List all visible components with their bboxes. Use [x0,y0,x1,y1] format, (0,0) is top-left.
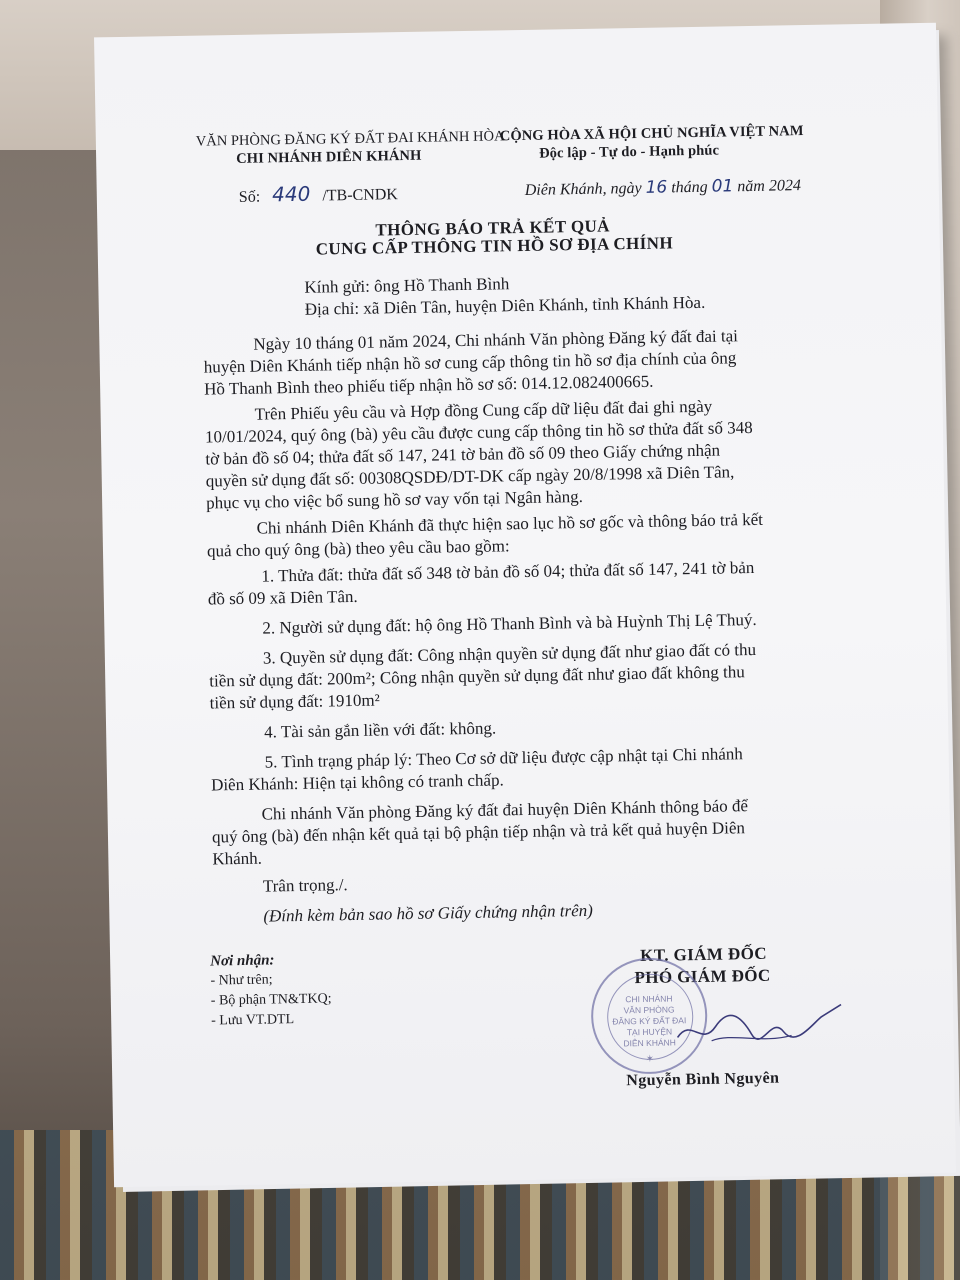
list-item-1: 1. Thửa đất: thửa đất số 348 tờ bản đồ số 04; thửa đất số 147, 241 tờ bản [261,557,755,586]
handwritten-number: 440 [271,181,311,207]
handwritten-month: 01 [711,176,734,197]
paragraph-2-line: quyền sử dụng đất số: 00308QSDĐ/DT-DK cấp ngày 20/8/1998 xã Diên Tân, [205,462,735,491]
paragraph-2-line: 10/01/2024, quý ông (bà) yêu cầu được cung cấp thông tin hồ sơ thửa đất số 348 [204,418,753,447]
nation-title: CỘNG HÒA XÃ HỘI CHỦ NGHĨA VIỆT NAM [499,123,804,145]
agency-name: VĂN PHÒNG ĐĂNG KÝ ĐẤT ĐAI KHÁNH HÒA [195,128,505,150]
reference-number: Số: 440 /TB-CNDK [238,181,399,207]
signature-scribble [671,994,852,1057]
closing-text: Trân trọng./. [262,875,348,896]
paragraph-1-line: Hồ Thanh Bình theo phiếu tiếp nhận hồ sơ số: 014.12.082400665. [204,371,654,399]
document-page [94,23,956,1188]
place-date: Diên Khánh, ngày 16 tháng 01 năm 2024 [524,176,802,199]
recipient-item: - Bộ phận TN&TKQ; [210,991,332,1009]
list-item-3: 3. Quyền sử dụng đất: Công nhận quyền sử dụng đất như giao đất có thu [262,639,757,668]
list-item-3-cont: tiền sử dụng đất: 200m²; Công nhận quyền sử dụng đất như giao đất không thu [209,662,745,691]
paragraph-2-line: phục vụ cho việc bổ sung hồ sơ vay vốn tại Ngân hàng. [206,486,584,513]
notice-subtitle: CUNG CẤP THÔNG TIN HỒ SƠ ĐỊA CHÍNH [315,233,674,259]
list-item-4: 4. Tài sản gắn liền với đất: không. [264,718,497,742]
attachment-note: (Đính kèm bản sao hồ sơ Giấy chứng nhận trên) [263,900,594,926]
recipient-item: - Lưu VT.DTL [211,1012,295,1029]
recipients-label: Nơi nhận: [210,952,275,970]
paragraph-4-line: Chi nhánh Văn phòng Đăng ký đất đai huyện Diên Khánh thông báo để [261,796,749,824]
paragraph-3-line: quả cho quý ông (bà) theo yêu cầu bao gồm: [206,536,510,561]
paragraph-2-line: Trên Phiếu yêu cầu và Hợp đồng Cung cấp dữ liệu đất đai ghi ngày [254,396,713,424]
national-motto: Độc lập - Tự do - Hạnh phúc [538,142,720,162]
list-item-5: 5. Tình trạng pháp lý: Theo Cơ sở dữ liệu được cập nhật tại Chi nhánh [264,744,743,772]
recipient-item: - Như trên; [210,972,273,989]
branch-name: CHI NHÁNH DIÊN KHÁNH [236,147,422,167]
paragraph-4-line: Khánh. [212,848,263,869]
paragraph-4-line: quý ông (bà) đến nhận kết quả tại bộ phận tiếp nhận và trả kết quả huyện Diên [211,818,746,847]
signature-role-1: KT. GIÁM ĐỐC [639,943,768,966]
list-item-5-cont: Diên Khánh: Hiện tại không có tranh chấp. [210,770,504,795]
addressee: Kính gửi: ông Hồ Thanh Bình [304,274,510,297]
list-item-3-cont: tiền sử dụng đất: 1910m² [209,690,380,713]
paragraph-1-line: huyện Diên Khánh tiếp nhận hồ sơ cung cấp thông tin hồ sơ địa chính của ông [203,348,737,377]
paragraph-2-line: tờ bản đồ số 04; thửa đất số 147, 241 tờ bản đồ số 09 theo Giấy chứng nhận [205,440,721,469]
notice-title: THÔNG BÁO TRẢ KẾT QUẢ [375,216,611,240]
addressee-address: Địa chỉ: xã Diên Tân, huyện Diên Khánh, tỉnh Khánh Hòa. [304,292,706,319]
paragraph-3-line: Chi nhánh Diên Khánh đã thực hiện sao lục hồ sơ gốc và thông báo trả kết [256,509,764,538]
signer-name: Nguyễn Bình Nguyên [626,1069,780,1090]
list-item-2: 2. Người sử dụng đất: hộ ông Hồ Thanh Bình và bà Huỳnh Thị Lệ Thuý. [262,609,757,638]
list-item-1-cont: đồ số 09 xã Diên Tân. [207,586,358,609]
paragraph-1-line: Ngày 10 tháng 01 năm 2024, Chi nhánh Văn phòng Đăng ký đất đai tại [253,326,739,354]
signature-role-2: PHÓ GIÁM ĐỐC [634,965,771,988]
official-seal: CHI NHÁNH VĂN PHÒNG ĐĂNG KÝ ĐẤT ĐAI TẠI HUYỆN DIÊN KHÁNH ✶ [590,957,708,1075]
handwritten-day: 16 [645,177,668,198]
